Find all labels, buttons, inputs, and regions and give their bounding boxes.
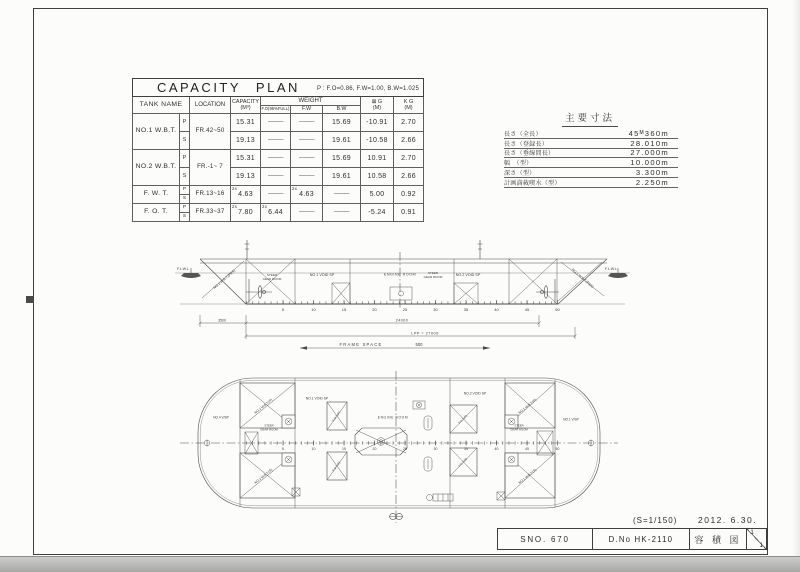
ps-top: P [182,204,187,210]
location-cell: FR.-1~ 7 [190,150,231,186]
scanner-background-strip [0,556,800,572]
times-two-note: 2x [292,186,298,191]
plan-engine-room-label: ENGINE ROOM [377,415,409,420]
plan-fotp-label: F.O.T.(P) [457,413,469,425]
title-block [497,528,767,550]
fo-weight-cell: ——— [261,168,291,186]
profile-bulkheads [246,259,557,304]
dimension-label: 深さ（型） [504,169,536,177]
tank-name-cell: F. O. T. [133,204,180,222]
header-kg-label: K G [403,98,414,105]
tank-name-cell: F. W. T. [133,186,180,204]
frame-number: 50 [555,446,560,451]
plan-fwts-label: F.W.T.(S) [331,460,342,473]
fwd-mast [478,240,483,259]
frame-number: 40 [494,446,499,451]
fo-weight-cell: ——— [261,114,291,132]
frame-number: 5 [282,446,284,451]
drawing-number-cell: D.No HK-2110 [593,529,690,549]
dimension-end-ticks [199,322,577,338]
plan-wbt1s-label: NO.1 W.B.T.(S) [517,467,538,485]
location-cell: FR.42~50 [190,114,231,150]
frame-number: 25 [403,446,407,451]
aft-mast [245,240,250,259]
header-kg [394,97,424,114]
frame-number: 35 [464,446,468,451]
header-fuel-oil: F.O(95%FULL) [261,106,291,114]
header-capacity-unit: (M³) [240,105,251,111]
plan-wbt2-stbd-tank [240,453,295,498]
frame-number: 20 [372,307,377,312]
capacity-cell [231,186,261,204]
frame-number: 15 [342,446,346,451]
frame-number: 30 [433,307,438,312]
table-title-cell [133,79,424,97]
fw-weight-cell: ——— [291,204,323,222]
ps-top: P [182,186,187,192]
fwd-propeller [536,279,559,303]
profile-view [175,240,630,312]
fo-value: 6.44 [268,209,283,216]
plan-wbt2s-label: NO.2 W.B.T.(S) [253,467,274,485]
bw-weight-cell: 19.61 [323,168,361,186]
kg-cell: 2.66 [394,132,424,150]
sheet-number-cell [747,529,766,549]
dimension-label: 長さ（垂線間長） [504,150,555,158]
ps-bottom: S [180,212,189,221]
header-weight: WEIGHT [261,97,361,106]
engine-block-profile [390,287,412,300]
fw-weight-cell [291,186,323,204]
flwl-left-label: F.L.W.L [177,267,189,271]
fo-weight-cell: ——— [261,150,291,168]
sheet-number-bottom: 1 [759,542,763,549]
dimension-value: 10.000m [630,158,669,168]
capacity-cell: 15.31 [231,150,261,168]
drawing-title-cell: 容 積 図 [690,529,747,549]
profile-dimensions [199,315,577,350]
kg-cell: 2.70 [394,114,424,132]
dimension-lines [200,323,575,336]
fo-weight-cell: ——— [261,132,291,150]
fo-weight-cell [261,204,291,222]
times-two-note: 2x [262,204,268,209]
dimension-value: 2.250m [635,177,669,187]
dimension-extension-lines [200,315,575,339]
dimension-label: 計画満載喫水（型） [504,179,561,187]
frame-space-arrow-left [300,346,307,350]
port-starboard-cell: S [180,132,190,150]
frame-number: 20 [372,446,377,451]
profile-steer-right-line1: STEER [427,271,439,275]
dimension-label: 幅 （型） [504,160,533,168]
midship-g-cell: 5.00 [361,186,394,204]
frame-number: 45 [525,446,529,451]
plan-steer-right-line2: GEAR ROOM [510,427,528,432]
tank-name-cell: NO.2 W.B.T. [133,150,180,186]
header-capacity [231,97,261,114]
frame-number: 25 [402,307,408,312]
bw-weight-cell: ——— [323,186,361,204]
dimension-value: 27.000m [630,148,669,158]
scan-edge-shadow [792,0,800,556]
midship-g-cell: -10.91 [361,114,394,132]
dimension-label: 長さ（全長） [504,130,542,138]
specific-gravity-note: P : F.O=0.86, F.W=1.00, B.W=1.025 [316,85,419,92]
fw-weight-cell: ——— [291,114,323,132]
frame-space-value: 500 [415,342,423,347]
profile-steer-left-line2: GEAR ROOM [262,277,282,281]
frame-number: 40 [494,307,499,312]
plan-wbt1p-label: NO.1 W.B.T.(P) [517,397,538,415]
profile-steer-left-line1: STEER [266,273,278,277]
location-cell: FR.13~16 [190,186,231,204]
frame-number: 10 [311,307,316,312]
waterline-boat-glyph-left [181,273,201,278]
plan-void-right-label: NO.2 VOID SP [463,391,487,396]
port-starboard-cell: S [180,168,190,186]
capacity-cell: 15.31 [231,114,261,132]
frame-number: 15 [341,307,347,312]
profile-wbt-cross-hatching [202,259,604,304]
fw-weight-cell: ——— [291,168,323,186]
header-fresh-water: F.W [291,106,323,114]
fw-value: 4.63 [299,191,314,198]
plan-void-left-label: NO.1 VOID SP [305,396,329,401]
aft-propeller [246,279,272,303]
plan-steer-right-line1: STEER [514,423,524,428]
dimension-value: 3.300m [635,167,669,177]
profile-engine-room-label: ENGINE ROOM [383,272,417,277]
plan-wbt2-port-tank [240,383,295,428]
dimension-row [504,168,678,178]
plan-wbt2p-label: NO.2 W.B.T.(P) [253,397,274,415]
dimension-row [504,158,678,168]
ship-number-cell: SNO. 670 [498,529,593,549]
header-location: LOCATION [190,97,231,114]
header-kg-unit: (M) [404,105,413,111]
frame-number: 50 [555,307,560,312]
plan-fots-label: F.O.T.(S) [457,456,469,468]
frame-space-label: FRAME SPACE [339,342,383,347]
frame-number: 10 [311,446,316,451]
profile-wbt2-label: NO.2 W.B.T.(P&S) [212,268,237,290]
header-midship-g-label: ⊠ G [371,98,383,105]
midship-g-cell: 10.91 [361,150,394,168]
plan-view [180,371,618,523]
profile-void-right-label: NO.2 VOID SP [455,273,481,277]
fw-weight-cell: ——— [291,150,323,168]
frame-space-arrow-right [483,346,490,350]
header-tank-name: TANK NAME [133,97,190,114]
capacity-plan-title: CAPACITY PLAN [157,80,300,95]
profile-wbt1-label: NO.1 W.B.T.(P&S) [570,267,595,289]
windlass-symbol [427,494,454,501]
plan-steer-left-line1: STEER [264,423,274,428]
fw-weight-cell: ——— [291,132,323,150]
profile-void-left-label: NO.1 VOID SP [309,273,335,277]
fo-weight-cell: ——— [261,186,291,204]
plan-steer-left-line2: GEAR ROOM [260,427,278,432]
ship-views-drawing [150,235,660,525]
port-starboard-cell: P [180,150,190,168]
lpp-dimension: LPP = 27000 [411,331,439,336]
dimension-row [504,139,678,149]
bw-weight-cell: 15.69 [323,150,361,168]
frame-number: 30 [433,446,438,451]
bw-weight-cell: ——— [323,204,361,222]
header-ballast-water: B.W [323,106,361,114]
profile-steer-right-line2: GEAR ROOM [423,275,443,279]
scale-note: (S=1/150) [633,516,678,525]
frame-number: 35 [463,307,469,312]
mid-dimension: 24000 [395,318,409,323]
dimension-row [504,178,678,188]
bw-weight-cell: 19.61 [323,132,361,150]
kg-cell: 0.91 [394,204,424,222]
kg-cell: 0.92 [394,186,424,204]
frame-number: 5 [281,307,285,312]
plan-end-right-label: NO.1 V/SP [563,417,579,422]
date-note: 2012. 6.30. [698,515,758,525]
capacity-cell: 19.13 [231,132,261,150]
principal-dimensions-title: 主要寸法 [562,110,618,127]
capacity-cell [231,204,261,222]
kg-cell: 2.70 [394,150,424,168]
dimension-label: 長さ（登録長） [504,140,549,148]
capacity-value: 7.80 [238,209,253,216]
header-capacity-label: CAPACITY [231,98,260,105]
flwl-right-label: F.L.W.L [605,267,617,271]
dimension-row [504,129,678,139]
capacity-table [132,78,424,222]
midship-g-cell: -5.24 [361,204,394,222]
location-cell: FR.33~37 [190,204,231,222]
kg-cell: 2.66 [394,168,424,186]
capacity-value: 4.63 [238,191,253,198]
header-midship-g-unit: (M) [372,105,382,111]
bw-weight-cell: 15.69 [323,114,361,132]
frame-number: 45 [524,307,530,312]
sheet-number-top: 1 [750,529,754,536]
principal-dimensions-list [504,129,678,188]
ps-bottom: S [180,194,189,203]
dimension-row [504,149,678,159]
waterline-boat-glyph-right [608,273,628,278]
scan-edge-mark [26,296,34,303]
dimension-value: 45ᴹ360m [628,128,669,138]
port-starboard-split-cell [180,186,190,204]
port-starboard-cell: P [180,114,190,132]
profile-fwt-box [332,283,350,304]
plan-end-left-label: NO.4 V/SP [213,415,229,420]
times-two-note: 2x [232,186,238,191]
aft-overhang-dimension: 3500 [218,318,226,323]
header-midship-g [361,97,394,114]
midship-g-cell: -10.58 [361,132,394,150]
midship-g-cell: 10.58 [361,168,394,186]
dimension-value: 28.010m [630,138,669,148]
plan-fwtp-label: F.W.T.(P) [331,410,342,423]
capacity-cell: 19.13 [231,168,261,186]
port-starboard-split-cell [180,204,190,222]
tank-name-cell: NO.1 W.B.T. [133,114,180,150]
times-two-note: 2x [232,204,238,209]
